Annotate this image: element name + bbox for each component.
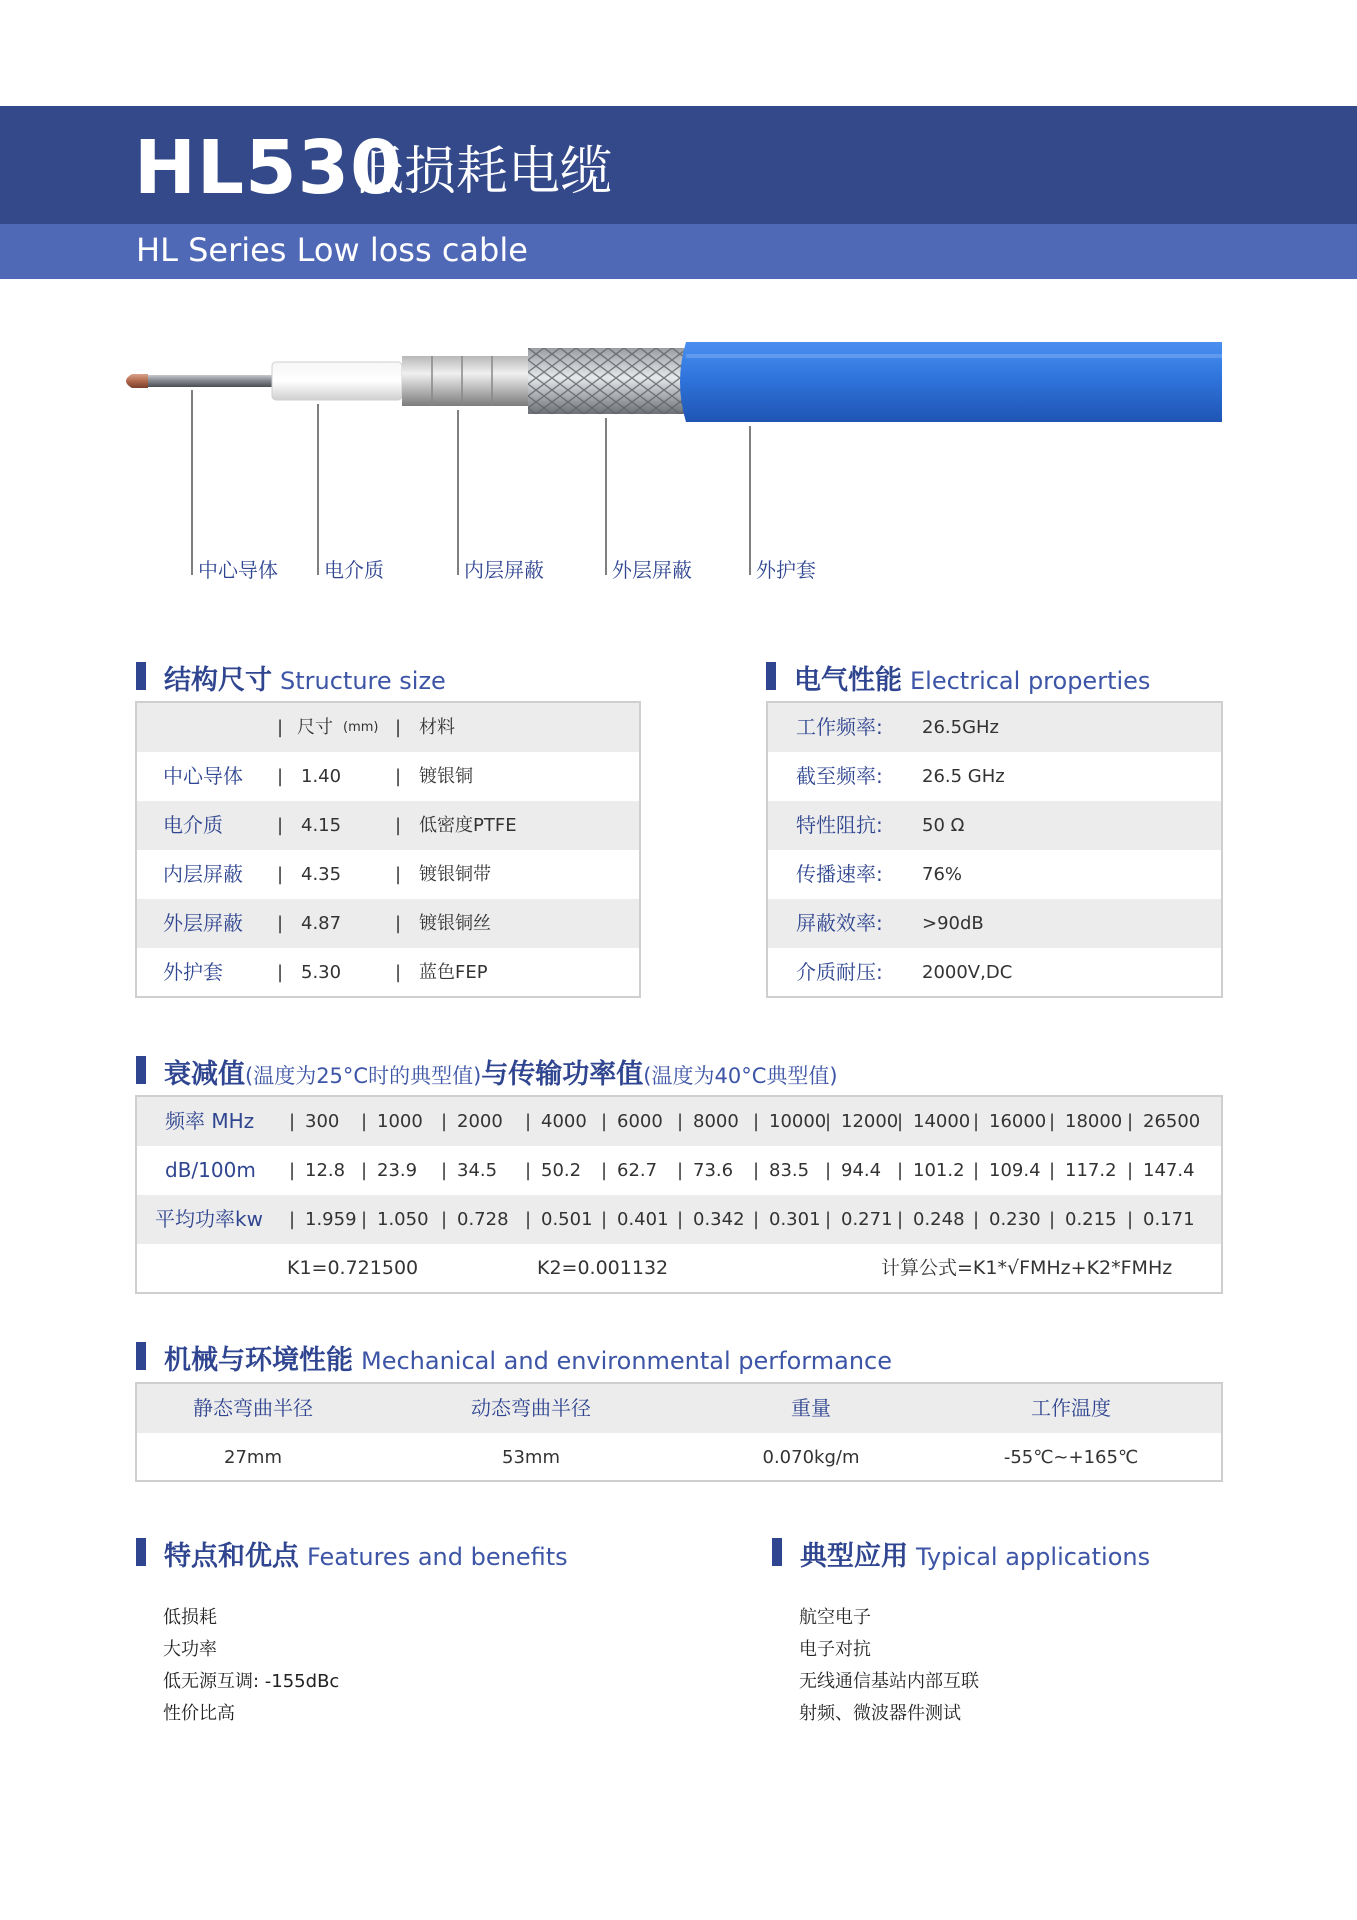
column-separator: |: [1049, 1111, 1056, 1132]
section-title-cn: 典型应用: [800, 1541, 908, 1572]
section-marker: [766, 662, 776, 690]
value-temperature: -55℃~+165℃: [1003, 1447, 1139, 1468]
column-separator: |: [289, 1160, 296, 1181]
list-item: 低无源互调: -155dBc: [163, 1671, 340, 1692]
row-label: 工作频率:: [796, 715, 883, 739]
row-label: 内层屏蔽: [163, 862, 243, 886]
column-separator: |: [525, 1111, 532, 1132]
section-title-cn: 电气性能: [794, 665, 902, 696]
row-label: 平均功率kw: [155, 1207, 263, 1231]
applications-list: [799, 1602, 979, 1730]
row-label: 外层屏蔽: [163, 911, 243, 935]
column-separator: |: [677, 1209, 684, 1230]
list-item: 性价比高: [163, 1703, 235, 1724]
layer-label-dielectric: 电介质: [324, 558, 384, 582]
power-value: 0.401: [617, 1209, 669, 1230]
column-separator: |: [441, 1111, 448, 1132]
section-note: (温度为25°C时的典型值): [245, 1064, 482, 1088]
section-applications: [772, 1536, 1272, 1572]
power-value: 1.959: [305, 1209, 357, 1230]
row-label: 电介质: [163, 813, 223, 837]
row-label: 屏蔽效率:: [796, 911, 883, 935]
frequency-value: 18000: [1065, 1111, 1123, 1132]
page-subtitle: HL Series Low loss cable: [136, 231, 528, 269]
power-value: 1.050: [377, 1209, 429, 1230]
attenuation-value: 109.4: [989, 1160, 1041, 1181]
row-label: 传播速率:: [796, 862, 883, 886]
row-value: 26.5 GHz: [922, 766, 1005, 787]
row-label: 介质耐压:: [796, 960, 883, 984]
section-title-en: Typical applications: [916, 1543, 1151, 1571]
column-separator: |: [825, 1111, 832, 1132]
table-row: 中心导体 | 1.40 | 镀银铜: [137, 752, 639, 801]
attenuation-value: 34.5: [457, 1160, 498, 1181]
power-value: 0.248: [913, 1209, 965, 1230]
power-value: 0.728: [457, 1209, 509, 1230]
column-separator: |: [1127, 1160, 1134, 1181]
value-dynamic-bend: 53mm: [502, 1447, 560, 1468]
table-row: [768, 899, 1221, 948]
frequency-value: 14000: [913, 1111, 971, 1132]
table-header-row: | 尺寸 (mm) | 材料: [137, 703, 639, 752]
attenuation-value: 62.7: [617, 1160, 658, 1181]
row-value: 26.5GHz: [922, 717, 1000, 738]
table-row: [768, 948, 1221, 997]
table-row: [768, 752, 1221, 801]
layer-label-inner-shield: 内层屏蔽: [464, 558, 544, 582]
row-label: 外护套: [163, 960, 223, 984]
table-header-row: [137, 1384, 1221, 1433]
section-title-cn-2: 与传输功率值: [481, 1059, 644, 1090]
column-separator: |: [825, 1209, 832, 1230]
power-value: 0.171: [1143, 1209, 1195, 1230]
power-value: 0.342: [693, 1209, 745, 1230]
table-row: 内层屏蔽 | 4.35 | 镀银铜带: [137, 850, 639, 899]
page-title: 低损耗电缆: [352, 142, 613, 202]
attenuation-table: [135, 1095, 1223, 1294]
header-dynamic-bend: 动态弯曲半径: [471, 1396, 591, 1420]
column-separator: |: [753, 1209, 760, 1230]
layer-label-center-conductor: 中心导体: [198, 558, 278, 582]
attenuation-value: 94.4: [841, 1160, 882, 1181]
list-item: 大功率: [163, 1639, 217, 1660]
value-weight: 0.070kg/m: [762, 1447, 860, 1468]
column-separator: |: [289, 1111, 296, 1132]
frequency-value: 6000: [617, 1111, 663, 1132]
row-value: >90dB: [922, 913, 984, 934]
row-label: 特性阻抗:: [796, 813, 883, 837]
formula-text: 计算公式=K1*√FMHz+K2*FMHz: [881, 1257, 1173, 1279]
attenuation-value: 147.4: [1143, 1160, 1195, 1181]
row-value: 76%: [922, 864, 963, 885]
row-label: 截至频率:: [796, 764, 883, 788]
section-title-cn: 机械与环境性能: [164, 1345, 353, 1376]
row-value: 50 Ω: [922, 815, 965, 836]
table-row: [768, 801, 1221, 850]
header-material: 材料: [419, 717, 455, 738]
frequency-value: 16000: [989, 1111, 1047, 1132]
section-marker: [136, 1538, 146, 1566]
table-row: [768, 850, 1221, 899]
section-marker: [136, 1342, 146, 1370]
mechanical-table: [135, 1382, 1223, 1482]
formula-row: [137, 1244, 1221, 1293]
column-separator: |: [361, 1209, 368, 1230]
frequency-row: [137, 1097, 1221, 1146]
attenuation-value: 83.5: [769, 1160, 810, 1181]
list-item: 航空电子: [799, 1607, 871, 1628]
frequency-value: 26500: [1143, 1111, 1201, 1132]
section-marker: [772, 1538, 782, 1566]
list-item: 低损耗: [163, 1607, 217, 1628]
row-value: 2000V,DC: [922, 962, 1013, 983]
row-size: 1.40: [301, 766, 342, 787]
list-item: 射频、微波器件测试: [799, 1703, 961, 1724]
header-weight: 重量: [791, 1396, 831, 1420]
frequency-value: 12000: [841, 1111, 899, 1132]
layer-label-jacket: 外护套: [756, 558, 816, 582]
attenuation-row: [137, 1146, 1221, 1195]
column-separator: |: [897, 1111, 904, 1132]
attenuation-value: 12.8: [305, 1160, 346, 1181]
k2-value: K2=0.001132: [537, 1257, 669, 1279]
electrical-table: [766, 701, 1223, 998]
row-material: 镀银铜: [419, 766, 473, 787]
column-separator: |: [1049, 1160, 1056, 1181]
table-row: 外层屏蔽 | 4.87 | 镀银铜丝: [137, 899, 639, 948]
column-separator: |: [441, 1209, 448, 1230]
power-value: 0.301: [769, 1209, 821, 1230]
column-separator: |: [677, 1111, 684, 1132]
header-temperature: 工作温度: [1031, 1396, 1111, 1420]
section-title-cn: 衰减值: [164, 1059, 245, 1090]
frequency-value: 1000: [377, 1111, 423, 1132]
frequency-value: 2000: [457, 1111, 503, 1132]
section-title-cn: 特点和优点: [164, 1541, 299, 1572]
section-mechanical: [136, 1340, 1136, 1376]
attenuation-value: 23.9: [377, 1160, 418, 1181]
column-separator: |: [601, 1111, 608, 1132]
section-electrical-properties: [766, 660, 1266, 696]
column-separator: |: [973, 1160, 980, 1181]
column-separator: |: [525, 1160, 532, 1181]
k1-value: K1=0.721500: [287, 1257, 419, 1279]
model-number: HL530: [134, 125, 403, 211]
header-size: 尺寸: [297, 717, 333, 738]
column-separator: |: [1127, 1209, 1134, 1230]
column-separator: |: [753, 1160, 760, 1181]
table-row: [137, 1433, 1221, 1482]
row-size: 4.35: [301, 864, 342, 885]
section-title-en: Electrical properties: [910, 667, 1151, 695]
power-value: 0.271: [841, 1209, 893, 1230]
frequency-value: 8000: [693, 1111, 739, 1132]
row-label: 中心导体: [163, 764, 243, 788]
power-value: 0.230: [989, 1209, 1041, 1230]
row-label: dB/100m: [165, 1158, 256, 1182]
column-separator: |: [973, 1111, 980, 1132]
row-material: 镀银铜带: [419, 864, 491, 885]
section-structure-size: [136, 660, 636, 696]
section-title-en: Features and benefits: [307, 1543, 568, 1571]
column-separator: |: [601, 1209, 608, 1230]
structure-table: [135, 701, 641, 998]
section-marker: [136, 662, 146, 690]
table-row: 电介质 | 4.15 | 低密度PTFE: [137, 801, 639, 850]
frequency-value: 300: [305, 1111, 340, 1132]
section-marker: [136, 1056, 146, 1084]
attenuation-value: 101.2: [913, 1160, 965, 1181]
list-item: 无线通信基站内部互联: [799, 1671, 979, 1692]
column-separator: |: [973, 1209, 980, 1230]
header-static-bend: 静态弯曲半径: [193, 1396, 313, 1420]
power-value: 0.501: [541, 1209, 593, 1230]
row-label: 频率 MHz: [165, 1109, 255, 1133]
column-separator: |: [361, 1111, 368, 1132]
layer-label-outer-shield: 外层屏蔽: [612, 558, 692, 582]
column-separator: |: [677, 1160, 684, 1181]
column-separator: |: [601, 1160, 608, 1181]
value-static-bend: 27mm: [224, 1447, 282, 1468]
column-separator: |: [441, 1160, 448, 1181]
attenuation-value: 73.6: [693, 1160, 734, 1181]
row-material: 镀银铜丝: [419, 913, 491, 934]
column-separator: |: [361, 1160, 368, 1181]
power-value: 0.215: [1065, 1209, 1117, 1230]
attenuation-value: 50.2: [541, 1160, 582, 1181]
section-title-cn: 结构尺寸: [164, 665, 272, 696]
column-separator: |: [825, 1160, 832, 1181]
column-separator: |: [897, 1209, 904, 1230]
row-size: 4.87: [301, 913, 342, 934]
column-separator: |: [897, 1160, 904, 1181]
column-separator: |: [1049, 1209, 1056, 1230]
column-separator: |: [289, 1209, 296, 1230]
row-material: 低密度PTFE: [419, 815, 517, 836]
attenuation-value: 117.2: [1065, 1160, 1117, 1181]
section-title-en: Mechanical and environmental performance: [361, 1347, 892, 1375]
power-row: [137, 1195, 1221, 1244]
table-row: [768, 703, 1221, 752]
column-separator: |: [753, 1111, 760, 1132]
frequency-value: 10000: [769, 1111, 827, 1132]
section-note-2: (温度为40°C典型值): [643, 1064, 838, 1088]
section-features: [136, 1536, 636, 1572]
column-separator: |: [525, 1209, 532, 1230]
header-unit: (mm): [343, 720, 379, 735]
row-size: 4.15: [301, 815, 342, 836]
table-row: 外护套 | 5.30 | 蓝色FEP: [137, 948, 639, 997]
frequency-value: 4000: [541, 1111, 587, 1132]
list-item: 电子对抗: [799, 1639, 871, 1660]
features-list: [163, 1602, 339, 1730]
row-material: 蓝色FEP: [419, 962, 488, 983]
row-size: 5.30: [301, 962, 342, 983]
section-title-en: Structure size: [280, 667, 446, 695]
section-attenuation: [136, 1054, 1236, 1090]
column-separator: |: [1127, 1111, 1134, 1132]
cable-cross-section-illustration: [120, 330, 1240, 590]
